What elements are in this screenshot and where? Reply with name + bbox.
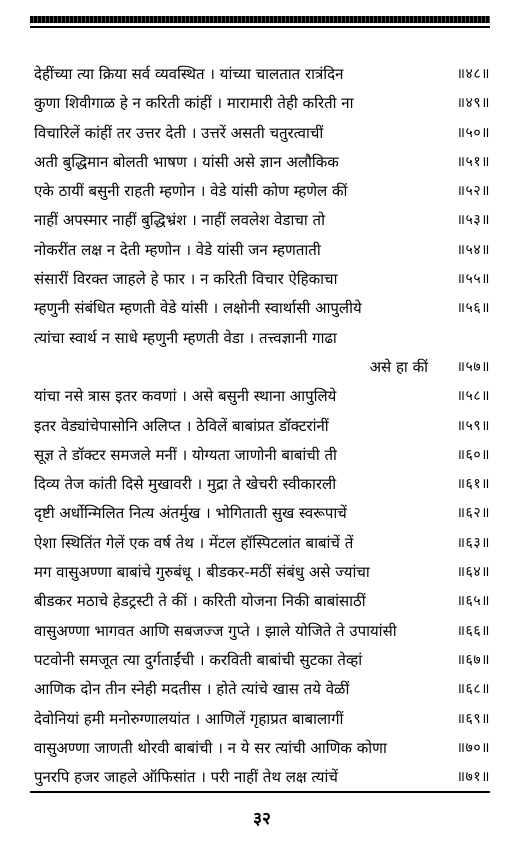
verse-text: संसारीं विरक्त जाहले हे फार । न करिती विचार ऐहिकाचा bbox=[34, 270, 338, 289]
verse-text: नोकरींत लक्ष न देती म्हणोन । वेडे यांसी जन म्हणताती bbox=[34, 240, 321, 259]
verse-number: ॥७१॥ bbox=[456, 769, 490, 786]
verse-number: ॥५८॥ bbox=[456, 388, 490, 405]
verse-list bbox=[28, 60, 490, 792]
verse-number: ॥४९॥ bbox=[456, 95, 490, 112]
verse-text: असे हा कीं bbox=[369, 357, 428, 376]
verse-line bbox=[28, 558, 490, 587]
verse-line bbox=[28, 734, 490, 763]
verse-number: ॥४८॥ bbox=[456, 66, 490, 82]
verse-text: देवोनियां हमी मनोरुग्णालयांत । आणिलें गृहाप्रत बाबालागीं bbox=[34, 709, 344, 728]
verse-text: यांचा नसे त्रास इतर कवणां । असे बसुनी स्थाना आपुलिये bbox=[34, 387, 337, 406]
verse-number: ॥५०॥ bbox=[456, 124, 490, 141]
verse-line bbox=[28, 324, 490, 353]
verse-number: ॥५९॥ bbox=[456, 417, 490, 434]
verse-line bbox=[28, 382, 490, 411]
verse-line bbox=[28, 206, 490, 235]
verse-text: कुणा शिवीगाळ हे न करिती कांहीं । मारामारी तेही करिती ना bbox=[34, 94, 354, 113]
verse-number: ॥६६॥ bbox=[456, 622, 490, 639]
verse-text: वासुअण्णा भागवत आणि सबजज्ज गुप्ते । झाले योजिते ते उपायांसी bbox=[34, 621, 397, 640]
verse-number: ॥५३॥ bbox=[456, 212, 490, 229]
verse-number: ॥५४॥ bbox=[456, 241, 490, 258]
verse-text: म्हणुनी संबंधित म्हणती वेडे यांसी । लक्षोनी स्वार्थासी आपुलीये bbox=[34, 299, 362, 318]
verse-line bbox=[28, 412, 490, 441]
verse-line bbox=[28, 265, 490, 294]
verse-text: विचारिलें कांहीं तर उत्तर देती । उत्तरें असती चतुरत्वाचीं bbox=[34, 123, 324, 142]
verse-number: ॥६२॥ bbox=[456, 505, 490, 522]
verse-text: त्यांचा स्वार्थ न साधे म्हणुनी म्हणती वेडा । तत्त्वज्ञानी गाढा bbox=[34, 328, 337, 347]
verse-text: इतर वेड्यांचेपासोनि अलिप्त । ठेविलें बाबांप्रत डॉक्टरांनीं bbox=[34, 416, 329, 435]
verse-number: ॥६८॥ bbox=[456, 681, 490, 698]
verse-text: मग वासुअण्णा बाबांचे गुरुबंधू । बीडकर-मठीं संबंधु असे ज्यांचा bbox=[34, 563, 370, 582]
verse-line bbox=[28, 705, 490, 734]
verse-text: एके ठायीं बसुनी राहती म्हणोन । वेडे यांसी कोण म्हणेल कीं bbox=[34, 182, 348, 201]
verse-number: ॥६३॥ bbox=[456, 534, 490, 551]
verse-line bbox=[28, 675, 490, 704]
verse-line bbox=[28, 763, 490, 792]
verse-number: ॥५६॥ bbox=[456, 300, 490, 317]
verse-line bbox=[28, 529, 490, 558]
verse-number: ॥५२॥ bbox=[456, 183, 490, 200]
verse-number: ॥५१॥ bbox=[456, 153, 490, 170]
bottom-border bbox=[30, 791, 490, 793]
page-number: ३२ bbox=[253, 809, 271, 829]
verse-text: आणिक दोन तीन स्नेही मदतीस । होते त्यांचे खास तये वेळीं bbox=[34, 680, 350, 699]
verse-text: पटवोनी समजूत त्या दुर्गताईंची । करविती बाबांची सुटका तेव्हां bbox=[34, 650, 363, 669]
verse-line bbox=[28, 470, 490, 499]
verse-line bbox=[28, 60, 490, 89]
verse-text: दृष्टी अर्धोन्मिलित नित्य अंतर्मुख । भोगिताती सुख स्वरूपाचें bbox=[34, 504, 347, 523]
verse-text: ऐशा स्थितिंत गेलें एक वर्ष तेथ । मेंटल हॉस्पिटलांत बाबांचें तें bbox=[34, 533, 354, 552]
verse-number: ॥६४॥ bbox=[456, 564, 490, 581]
verse-number: ॥५५॥ bbox=[456, 271, 490, 288]
verse-text: अती बुद्धिमान बोलती भाषण । यांसी असे ज्ञान अलौकिक bbox=[34, 152, 339, 171]
verse-number: ॥७०॥ bbox=[456, 739, 490, 756]
verse-line bbox=[28, 587, 490, 616]
verse-text: नाहीं अपस्मार नाहीं बुद्धिभ्रंश । नाहीं लवलेश वेडाचा तो bbox=[34, 211, 325, 230]
top-border-thin bbox=[30, 26, 490, 28]
verse-line bbox=[28, 441, 490, 470]
verse-line bbox=[28, 236, 490, 265]
verse-text: वासुअण्णा जाणती थोरवी बाबांची । न ये सर त्यांची आणिक कोणा bbox=[34, 738, 387, 757]
verse-line bbox=[28, 617, 490, 646]
verse-number: ॥६०॥ bbox=[456, 446, 490, 463]
verse-line bbox=[28, 119, 490, 148]
verse-text: दिव्य तेज कांती दिसे मुखावरी । मुद्रा ते खेचरी स्वीकारली bbox=[34, 475, 337, 494]
verse-line bbox=[28, 89, 490, 118]
verse-number: ॥६९॥ bbox=[456, 710, 490, 727]
top-border-thick bbox=[30, 16, 490, 23]
verse-number: ॥६७॥ bbox=[456, 651, 490, 668]
verse-line bbox=[28, 177, 490, 206]
verse-number: ॥५७॥ bbox=[456, 358, 490, 375]
verse-line bbox=[28, 646, 490, 675]
verse-number: ॥६५॥ bbox=[456, 593, 490, 610]
verse-line bbox=[28, 148, 490, 177]
verse-text: बीडकर मठाचे हेडट्रस्टी ते कीं । करिती योजना निकी बाबांसाठीं bbox=[34, 592, 366, 611]
verse-line bbox=[28, 294, 490, 323]
verse-text: पुनरपि हजर जाहले ऑफिसांत । परी नाहीं तेथ लक्ष त्यांचें bbox=[34, 768, 338, 787]
verse-text: देहींच्या त्या क्रिया सर्व व्यवस्थित । यांच्या चालतात रात्रंदिन bbox=[34, 65, 344, 83]
verse-text: सूज्ञ ते डॉक्टर समजले मनीं । योग्यता जाणोनी बाबांची ती bbox=[34, 445, 337, 464]
verse-number: ॥६१॥ bbox=[456, 476, 490, 493]
verse-line bbox=[28, 499, 490, 528]
verse-line bbox=[28, 353, 490, 382]
